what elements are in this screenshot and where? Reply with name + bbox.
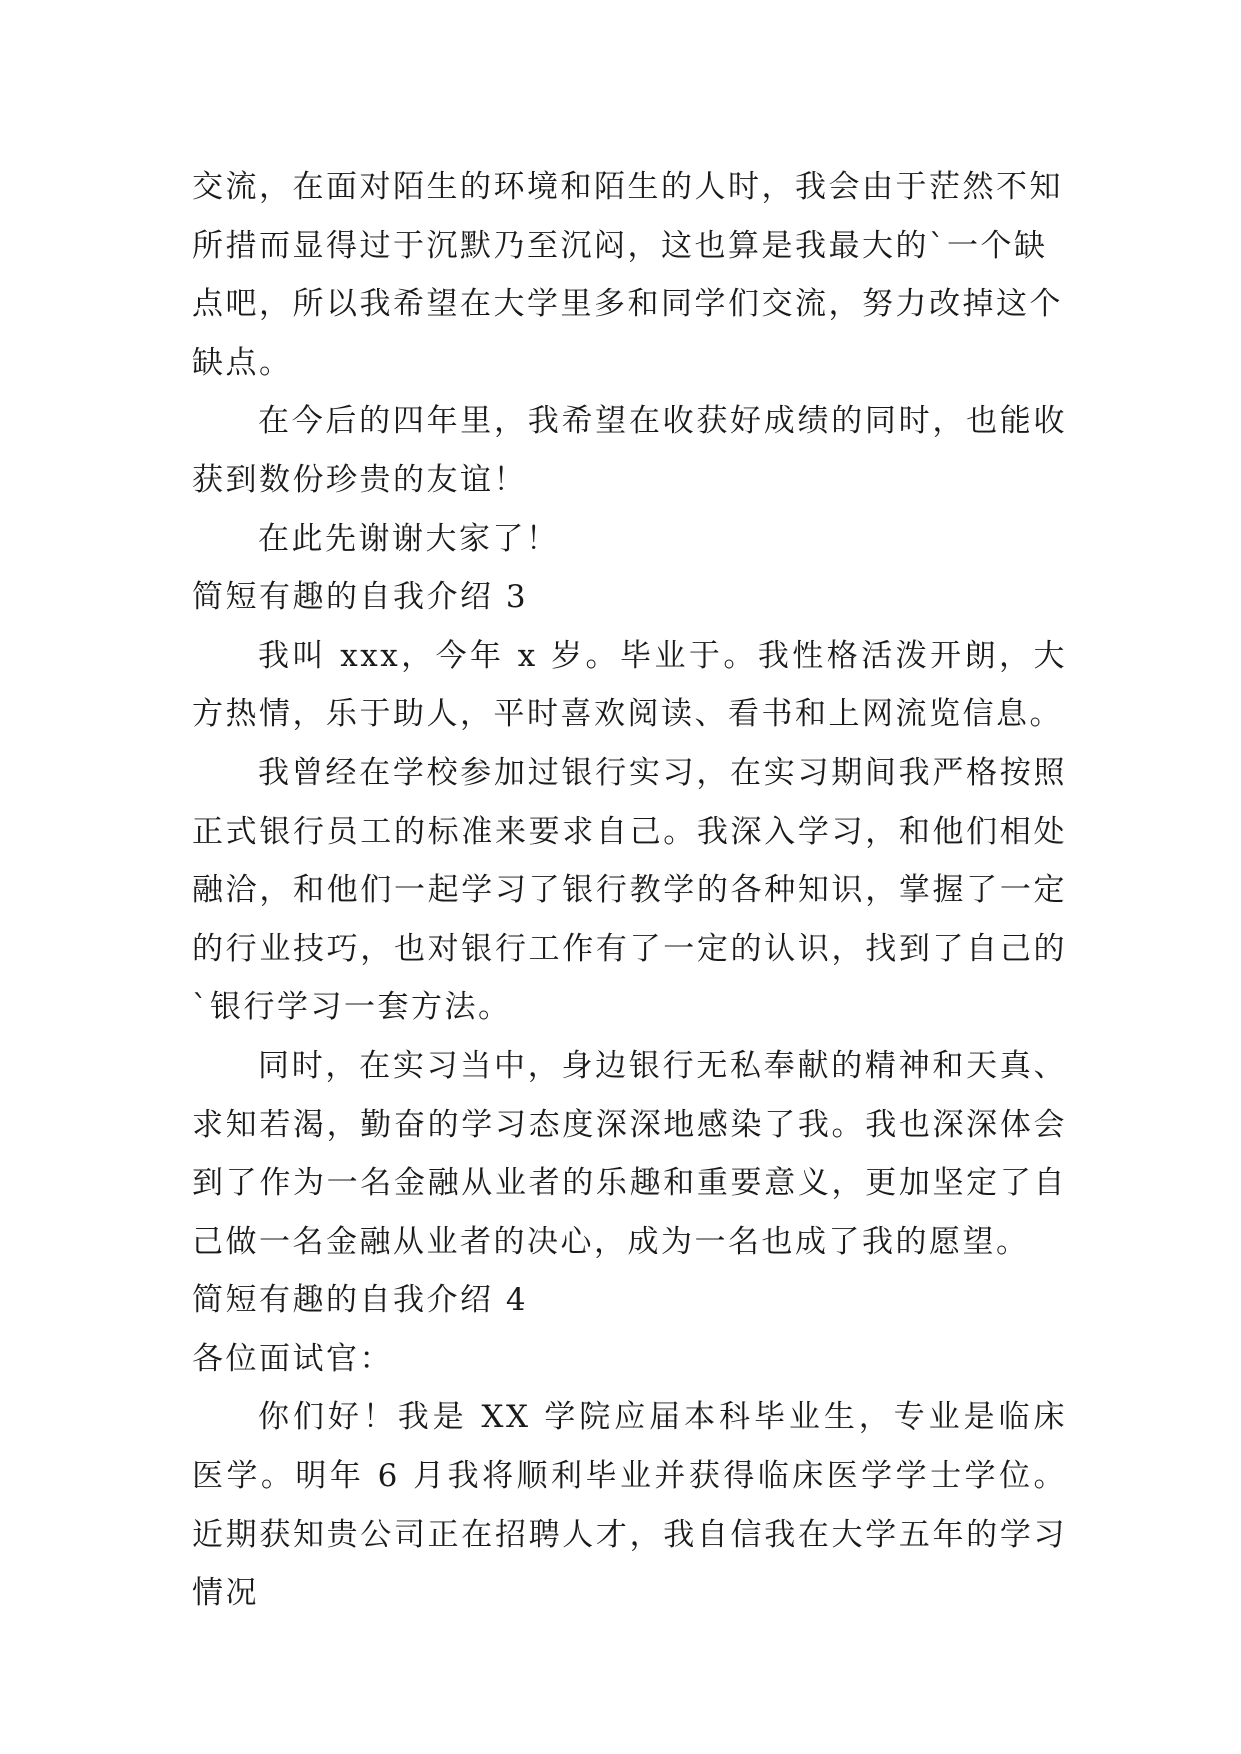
salutation: 各位面试官： (192, 1340, 393, 1377)
document-body (192, 158, 1067, 1623)
paragraph-continuation: 交流，在面对陌生的环境和陌生的人时，我会由于茫然不知所措而显得过于沉默乃至沉闷，这也算是我最大的`一个缺点吧，所以我希望在大学里多和同学们交流，努力改掉这个缺点。 (192, 169, 1063, 381)
section-heading-4: 简短有趣的自我介绍 4 (192, 1282, 529, 1319)
paragraph-s3-internship: 我曾经在学校参加过银行实习，在实习期间我严格按照正式银行员工的标准来要求自己。我深入学习，和他们相处融洽，和他们一起学习了银行教学的各种知识，掌握了一定的行业技巧，也对银行工作有了一定的认识，找到了自己的`银行学习一套方法。 (192, 754, 1067, 1026)
paragraph-four-years: 在今后的四年里，我希望在收获好成绩的同时，也能收获到数份珍贵的友谊！ (192, 403, 1067, 498)
paragraph-s4-intro: 你们好！我是 XX 学院应届本科毕业生，专业是临床医学。明年 6 月我将顺利毕业并获得临床医学学士学位。近期获知贵公司正在招聘人才，我自信我在大学五年的学习情况 (192, 1399, 1067, 1612)
paragraph-thanks: 在此先谢谢大家了！ (258, 520, 560, 557)
paragraph-s3-reflection: 同时，在实习当中，身边银行无私奉献的精神和天真、求知若渴，勤奋的学习态度深深地感染了我。我也深深体会到了作为一名金融从业者的乐趣和重要意义，更加坚定了自己做一名金融从业者的决心，成为一名也成了我的愿望。 (192, 1047, 1067, 1260)
paragraph-s3-intro: 我叫 xxx，今年 x 岁。毕业于。我性格活泼开朗，大方热情，乐于助人，平时喜欢阅读、看书和上网流览信息。 (192, 637, 1067, 733)
section-heading-3: 简短有趣的自我介绍 3 (192, 579, 529, 616)
